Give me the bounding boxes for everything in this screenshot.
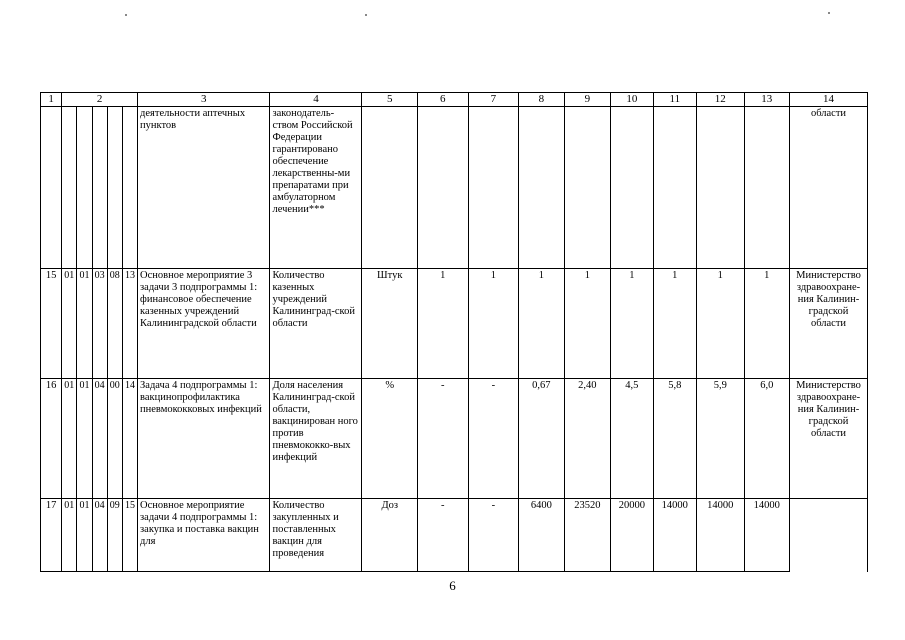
code-cell [62, 107, 77, 269]
value-cell [744, 107, 789, 269]
value-cell: 1 [564, 269, 611, 379]
value-cell: 14000 [653, 499, 696, 572]
value-cell: - [418, 499, 469, 572]
value-cell [418, 107, 469, 269]
scan-speck [828, 12, 830, 14]
name-cell: Основное мероприятие 3 задачи 3 подпрограммы 1: финансовое обеспечение казенных учреждений Калининградской области [138, 269, 270, 379]
value-cell: 0,67 [519, 379, 564, 499]
header-cell: 5 [362, 93, 418, 107]
value-cell: 1 [418, 269, 469, 379]
code-cell [107, 107, 122, 269]
value-cell [468, 107, 519, 269]
num-cell [41, 107, 62, 269]
header-cell: 12 [697, 93, 745, 107]
code-cell: 00 [107, 379, 122, 499]
indicators-table [40, 92, 868, 572]
code-cell: 01 [77, 379, 92, 499]
value-cell: 1 [744, 269, 789, 379]
header-cell: 3 [138, 93, 270, 107]
code-cell: 01 [62, 379, 77, 499]
header-cell: 10 [611, 93, 653, 107]
table-row [41, 499, 868, 572]
table-row [41, 379, 868, 499]
header-cell: 6 [418, 93, 469, 107]
name-cell: Основное мероприятие задачи 4 подпрограммы 1: закупка и поставка вакцин для [138, 499, 270, 572]
value-cell: 5,9 [697, 379, 745, 499]
value-cell: 1 [653, 269, 696, 379]
value-cell [564, 107, 611, 269]
unit-cell [362, 107, 418, 269]
value-cell: 14000 [744, 499, 789, 572]
unit-cell: Доз [362, 499, 418, 572]
code-cell: 08 [107, 269, 122, 379]
num-cell: 17 [41, 499, 62, 572]
num-cell: 16 [41, 379, 62, 499]
value-cell [697, 107, 745, 269]
value-cell [653, 107, 696, 269]
header-cell: 7 [468, 93, 519, 107]
header-cell: 9 [564, 93, 611, 107]
page-number: 6 [449, 578, 456, 593]
name-cell: Задача 4 подпрограммы 1: вакцинопрофилактика пневмококковых инфекций [138, 379, 270, 499]
code-cell: 01 [62, 499, 77, 572]
indicator-cell: законодатель-ством Российской Федерации гарантировано обеспечение лекарственны-ми препаратами при амбулаторном лечении*** [270, 107, 362, 269]
code-cell: 04 [92, 499, 107, 572]
executor-cell: Министерство здравоохране-ния Калинин-градской области [790, 379, 868, 499]
value-cell: 23520 [564, 499, 611, 572]
code-cell [77, 107, 92, 269]
table-row-continuation [41, 107, 868, 269]
header-cell: 1 [41, 93, 62, 107]
code-cell: 03 [92, 269, 107, 379]
value-cell [611, 107, 653, 269]
header-row [41, 93, 868, 107]
value-cell: - [418, 379, 469, 499]
indicator-cell: Количество казенных учреждений Калининград-ской области [270, 269, 362, 379]
value-cell: - [468, 499, 519, 572]
value-cell: 1 [519, 269, 564, 379]
code-cell: 14 [122, 379, 137, 499]
code-cell: 13 [122, 269, 137, 379]
code-cell: 01 [77, 269, 92, 379]
code-cell [122, 107, 137, 269]
indicator-cell: Доля населения Калининград-ской области, вакцинирован ного против пневмококко-вых инфекций [270, 379, 362, 499]
executor-cell [790, 499, 868, 572]
header-cell: 13 [744, 93, 789, 107]
value-cell: - [468, 379, 519, 499]
value-cell: 1 [468, 269, 519, 379]
unit-cell: Штук [362, 269, 418, 379]
code-cell: 15 [122, 499, 137, 572]
header-cell: 8 [519, 93, 564, 107]
code-cell: 09 [107, 499, 122, 572]
header-cell: 2 [62, 93, 138, 107]
value-cell: 20000 [611, 499, 653, 572]
unit-cell: % [362, 379, 418, 499]
value-cell [519, 107, 564, 269]
scan-speck [125, 14, 127, 16]
header-cell: 14 [790, 93, 868, 107]
header-cell: 11 [653, 93, 696, 107]
code-cell [92, 107, 107, 269]
code-cell: 04 [92, 379, 107, 499]
header-cell: 4 [270, 93, 362, 107]
indicator-cell: Количество закупленных и поставленных вакцин для проведения [270, 499, 362, 572]
value-cell: 5,8 [653, 379, 696, 499]
code-cell: 01 [62, 269, 77, 379]
value-cell: 2,40 [564, 379, 611, 499]
code-cell: 01 [77, 499, 92, 572]
name-cell: деятельности аптечных пунктов [138, 107, 270, 269]
value-cell: 6,0 [744, 379, 789, 499]
value-cell: 1 [697, 269, 745, 379]
value-cell: 14000 [697, 499, 745, 572]
executor-cell: Министерство здравоохране-ния Калинин-градской области [790, 269, 868, 379]
num-cell: 15 [41, 269, 62, 379]
scan-speck [365, 14, 367, 16]
value-cell: 4,5 [611, 379, 653, 499]
value-cell: 6400 [519, 499, 564, 572]
executor-cell: области [790, 107, 868, 269]
value-cell: 1 [611, 269, 653, 379]
table-row [41, 269, 868, 379]
